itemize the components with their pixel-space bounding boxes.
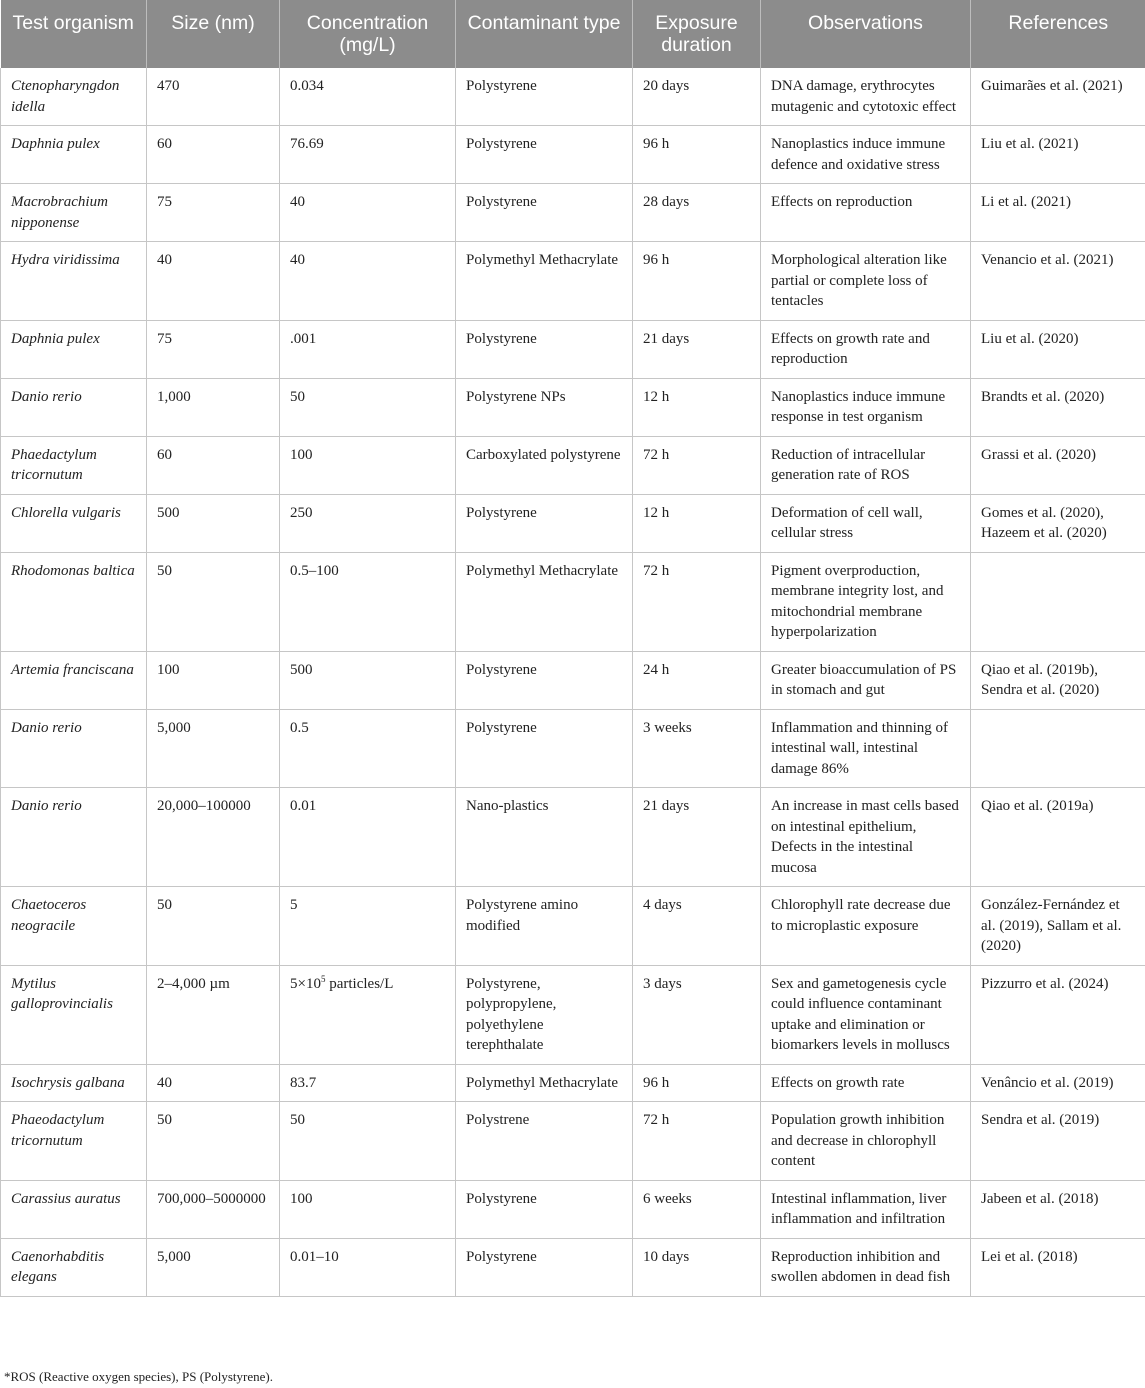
table-header	[1, 0, 1145, 68]
concentration-unit: particles/L	[325, 975, 394, 992]
cell-observations: Effects on reproduction	[761, 184, 971, 242]
cell-duration: 96 h	[633, 1064, 761, 1102]
cell-concentration: 0.034	[280, 68, 456, 126]
cell-contaminant-type: Polystyrene	[456, 320, 633, 378]
cell-size: 50	[147, 887, 280, 966]
table-row	[1, 242, 1145, 321]
cell-contaminant-type: Polystrene	[456, 1102, 633, 1181]
cell-size: 20,000–100000	[147, 788, 280, 887]
cell-organism: Macrobrachium nipponense	[1, 184, 147, 242]
cell-concentration: 0.5	[280, 709, 456, 788]
cell-observations: Effects on growth rate and reproduction	[761, 320, 971, 378]
cell-observations: Sex and gametogenesis cycle could influence contaminant uptake and elimination or biomarkers levels in molluscs	[761, 965, 971, 1064]
cell-duration: 20 days	[633, 68, 761, 126]
table-row	[1, 552, 1145, 651]
cell-duration: 96 h	[633, 242, 761, 321]
cell-concentration: 0.01	[280, 788, 456, 887]
cell-organism: Danio rerio	[1, 378, 147, 436]
cell-observations: Effects on growth rate	[761, 1064, 971, 1102]
cell-references: Liu et al. (2020)	[971, 320, 1145, 378]
cell-contaminant-type: Polystyrene	[456, 1238, 633, 1296]
cell-references: Venâncio et al. (2019)	[971, 1064, 1145, 1102]
table-row	[1, 651, 1145, 709]
cell-organism: Carassius auratus	[1, 1180, 147, 1238]
cell-references: Qiao et al. (2019a)	[971, 788, 1145, 887]
cell-duration: 72 h	[633, 1102, 761, 1181]
cell-references	[971, 709, 1145, 788]
cell-concentration: 100	[280, 1180, 456, 1238]
cell-observations: Chlorophyll rate decrease due to microplastic exposure	[761, 887, 971, 966]
cell-organism: Ctenopharyngdon idella	[1, 68, 147, 126]
table-row	[1, 68, 1145, 126]
header-test-organism: Test organism	[1, 0, 147, 68]
cell-references: Brandts et al. (2020)	[971, 378, 1145, 436]
cell-contaminant-type: Polystyrene	[456, 709, 633, 788]
cell-references: Li et al. (2021)	[971, 184, 1145, 242]
cell-observations: DNA damage, erythrocytes mutagenic and cytotoxic effect	[761, 68, 971, 126]
table-row	[1, 126, 1145, 184]
cell-size: 500	[147, 494, 280, 552]
cell-organism: Rhodomonas baltica	[1, 552, 147, 651]
cell-contaminant-type: Polystyrene	[456, 651, 633, 709]
cell-concentration: 0.01–10	[280, 1238, 456, 1296]
table-row	[1, 1102, 1145, 1181]
cell-concentration: 250	[280, 494, 456, 552]
cell-observations: Greater bioaccumulation of PS in stomach and gut	[761, 651, 971, 709]
cell-concentration: 50	[280, 1102, 456, 1181]
cell-organism: Artemia franciscana	[1, 651, 147, 709]
table-body	[1, 68, 1145, 1296]
cell-duration: 96 h	[633, 126, 761, 184]
header-contaminant-type: Contaminant type	[456, 0, 633, 68]
cell-size: 75	[147, 320, 280, 378]
cell-duration: 12 h	[633, 494, 761, 552]
cell-size: 5,000	[147, 709, 280, 788]
concentration-base: 5×10	[290, 975, 321, 992]
cell-size: 40	[147, 242, 280, 321]
cell-organism: Isochrysis galbana	[1, 1064, 147, 1102]
table-row	[1, 788, 1145, 887]
table-row	[1, 1238, 1145, 1296]
cell-references: Jabeen et al. (2018)	[971, 1180, 1145, 1238]
table-row	[1, 378, 1145, 436]
cell-duration: 10 days	[633, 1238, 761, 1296]
cell-references: González-Fernández et al. (2019), Sallam et al. (2020)	[971, 887, 1145, 966]
table-row	[1, 1180, 1145, 1238]
cell-duration: 3 days	[633, 965, 761, 1064]
cell-duration: 4 days	[633, 887, 761, 966]
cell-organism: Phaeodactylum tricornutum	[1, 1102, 147, 1181]
cell-references: Lei et al. (2018)	[971, 1238, 1145, 1296]
cell-references: Sendra et al. (2019)	[971, 1102, 1145, 1181]
header-exposure-duration: Exposure duration	[633, 0, 761, 68]
cell-duration: 3 weeks	[633, 709, 761, 788]
cell-observations: Nanoplastics induce immune response in test organism	[761, 378, 971, 436]
cell-duration: 21 days	[633, 320, 761, 378]
cell-size: 60	[147, 126, 280, 184]
cell-concentration: 0.5–100	[280, 552, 456, 651]
cell-contaminant-type: Carboxylated polystyrene	[456, 436, 633, 494]
cell-size: 60	[147, 436, 280, 494]
cell-organism: Danio rerio	[1, 788, 147, 887]
cell-size: 5,000	[147, 1238, 280, 1296]
table-row	[1, 887, 1145, 966]
cell-size: 50	[147, 552, 280, 651]
cell-contaminant-type: Polystyrene NPs	[456, 378, 633, 436]
cell-references: Pizzurro et al. (2024)	[971, 965, 1145, 1064]
cell-organism: Caenorhabditis elegans	[1, 1238, 147, 1296]
cell-references: Venancio et al. (2021)	[971, 242, 1145, 321]
cell-contaminant-type: Polystyrene	[456, 494, 633, 552]
cell-organism: Daphnia pulex	[1, 320, 147, 378]
cell-duration: 12 h	[633, 378, 761, 436]
cell-contaminant-type: Polystyrene	[456, 1180, 633, 1238]
table-row	[1, 436, 1145, 494]
cell-contaminant-type: Polystyrene amino modified	[456, 887, 633, 966]
cell-references: Gomes et al. (2020), Hazeem et al. (2020)	[971, 494, 1145, 552]
cell-size: 700,000–5000000	[147, 1180, 280, 1238]
cell-organism: Chaetoceros neogracile	[1, 887, 147, 966]
cell-observations: An increase in mast cells based on intestinal epithelium, Defects in the intestinal mucosa	[761, 788, 971, 887]
cell-organism: Hydra viridissima	[1, 242, 147, 321]
cell-concentration: .001	[280, 320, 456, 378]
cell-observations: Pigment overproduction, membrane integrity lost, and mitochondrial membrane hyperpolarization	[761, 552, 971, 651]
cell-observations: Deformation of cell wall, cellular stress	[761, 494, 971, 552]
cell-concentration: 83.7	[280, 1064, 456, 1102]
cell-duration: 6 weeks	[633, 1180, 761, 1238]
cell-contaminant-type: Polymethyl Methacrylate	[456, 1064, 633, 1102]
cell-size: 2–4,000 µm	[147, 965, 280, 1064]
cell-size: 75	[147, 184, 280, 242]
cell-references: Guimarães et al. (2021)	[971, 68, 1145, 126]
cell-observations: Inflammation and thinning of intestinal wall, intestinal damage 86%	[761, 709, 971, 788]
cell-concentration: 76.69	[280, 126, 456, 184]
cell-concentration: 50	[280, 378, 456, 436]
cell-contaminant-type: Polymethyl Methacrylate	[456, 242, 633, 321]
cell-duration: 72 h	[633, 436, 761, 494]
cell-size: 100	[147, 651, 280, 709]
cell-organism: Chlorella vulgaris	[1, 494, 147, 552]
cell-concentration: 100	[280, 436, 456, 494]
cell-observations: Population growth inhibition and decrease in chlorophyll content	[761, 1102, 971, 1181]
cell-references: Liu et al. (2021)	[971, 126, 1145, 184]
cell-duration: 28 days	[633, 184, 761, 242]
cell-references: Qiao et al. (2019b), Sendra et al. (2020)	[971, 651, 1145, 709]
cell-size: 1,000	[147, 378, 280, 436]
cell-size: 40	[147, 1064, 280, 1102]
cell-observations: Reduction of intracellular generation rate of ROS	[761, 436, 971, 494]
cell-size: 470	[147, 68, 280, 126]
cell-duration: 72 h	[633, 552, 761, 651]
cell-contaminant-type: Polymethyl Methacrylate	[456, 552, 633, 651]
header-row	[1, 0, 1145, 68]
concentration-exponent: 5	[320, 973, 326, 984]
table-footnote: *ROS (Reactive oxygen species), PS (Polystyrene).	[4, 1369, 273, 1384]
table-row	[1, 709, 1145, 788]
cell-observations: Reproduction inhibition and swollen abdomen in dead fish	[761, 1238, 971, 1296]
cell-contaminant-type: Polystyrene	[456, 184, 633, 242]
table-row	[1, 1064, 1145, 1102]
cell-concentration	[280, 965, 456, 1064]
cell-organism: Mytilus galloprovincialis	[1, 965, 147, 1064]
cell-contaminant-type: Polystyrene, polypropylene, polyethylene terephthalate	[456, 965, 633, 1064]
cell-observations: Morphological alteration like partial or complete loss of tentacles	[761, 242, 971, 321]
cell-duration: 21 days	[633, 788, 761, 887]
table-row	[1, 320, 1145, 378]
cell-organism: Daphnia pulex	[1, 126, 147, 184]
cell-references	[971, 552, 1145, 651]
cell-contaminant-type: Polystyrene	[456, 68, 633, 126]
table-row	[1, 965, 1145, 1064]
header-observations: Observations	[761, 0, 971, 68]
header-size: Size (nm)	[147, 0, 280, 68]
cell-observations: Intestinal inflammation, liver inflammation and infiltration	[761, 1180, 971, 1238]
cell-concentration: 500	[280, 651, 456, 709]
header-concentration: Concentration (mg/L)	[280, 0, 456, 68]
cell-references: Grassi et al. (2020)	[971, 436, 1145, 494]
cell-organism: Phaedactylum tricornutum	[1, 436, 147, 494]
cell-concentration: 5	[280, 887, 456, 966]
cell-duration: 24 h	[633, 651, 761, 709]
cell-concentration: 40	[280, 184, 456, 242]
table-row	[1, 494, 1145, 552]
cell-contaminant-type: Polystyrene	[456, 126, 633, 184]
cell-organism: Danio rerio	[1, 709, 147, 788]
header-references: References	[971, 0, 1145, 68]
table-row	[1, 184, 1145, 242]
cell-size: 50	[147, 1102, 280, 1181]
cell-concentration: 40	[280, 242, 456, 321]
cell-contaminant-type: Nano-plastics	[456, 788, 633, 887]
cell-observations: Nanoplastics induce immune defence and oxidative stress	[761, 126, 971, 184]
